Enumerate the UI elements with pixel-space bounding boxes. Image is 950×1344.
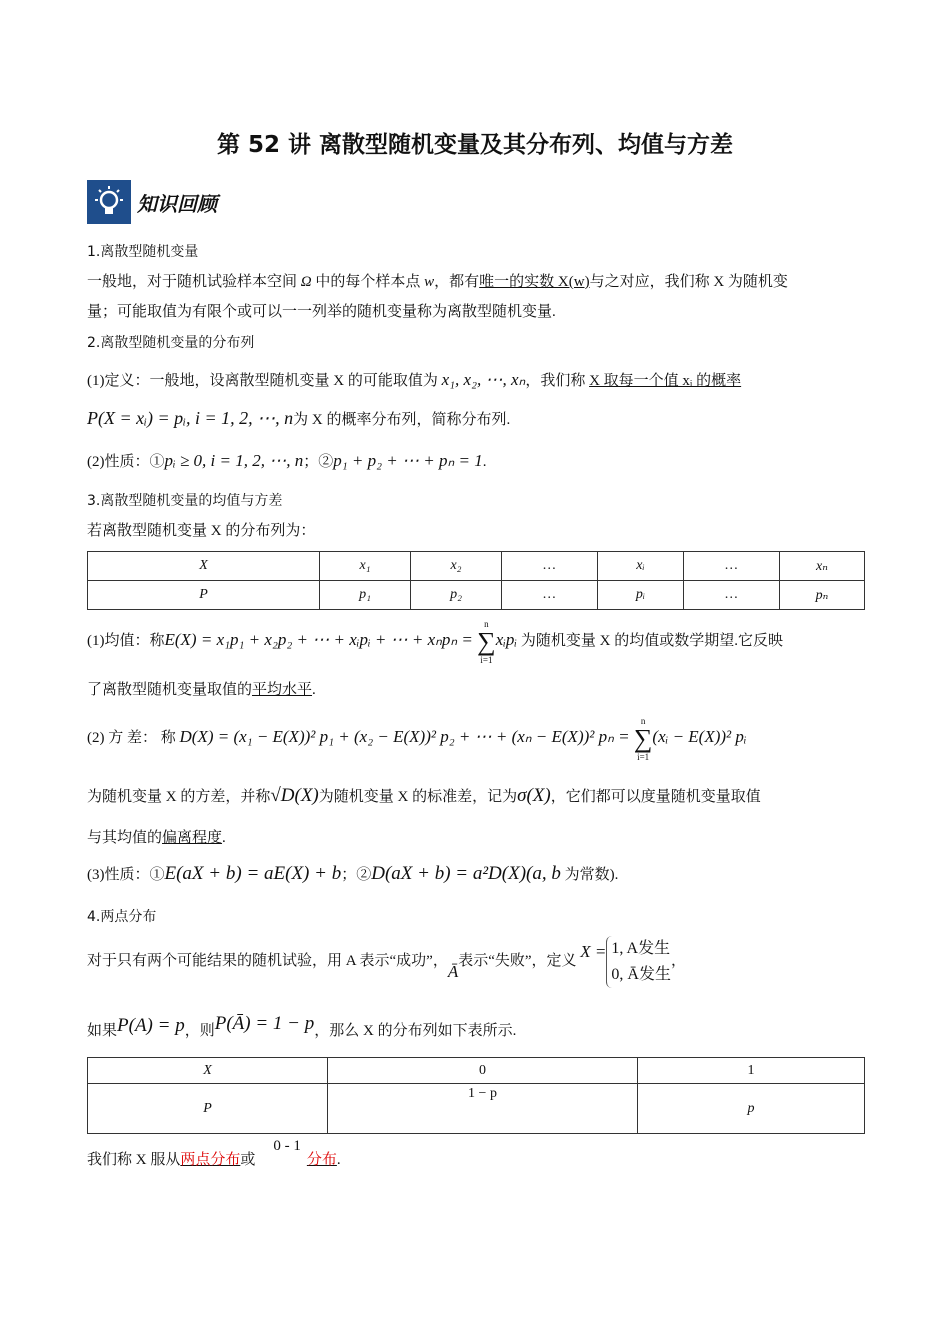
text: Ω [300, 274, 312, 290]
text: 为 X 的概率分布列，简称分布列. [293, 412, 511, 428]
text: 为随机变量 X 的标准差，记为 [318, 789, 518, 805]
table-row [88, 1058, 865, 1084]
formula: pᵢ ≥ 0, i = 1, 2, ⋯, n [164, 451, 304, 470]
table-cell: p [638, 1084, 865, 1134]
text: 为随机变量 X 的均值或数学期望.它反映 [517, 633, 783, 649]
table-cell: p₁ [320, 581, 411, 610]
underlined-term: 分布 [306, 1152, 337, 1168]
mean-line-2 [87, 680, 316, 700]
two-point-table [87, 1057, 865, 1134]
text: 与其均值的 [87, 830, 163, 846]
two-point-line-1 [87, 932, 686, 989]
two-point-line-3 [87, 1138, 341, 1170]
table-cell: X [88, 1058, 328, 1084]
text: ；② [341, 867, 372, 883]
lightbulb-icon [87, 180, 131, 224]
text: (1)均值：称 [87, 633, 165, 649]
formula: (a, b [526, 863, 561, 884]
text: ，我们称 [525, 373, 590, 389]
text: (3)性质：① [87, 867, 165, 883]
definition-line-2 [87, 408, 510, 430]
sum-symbol: ∑ [477, 626, 496, 656]
table-cell: x₂ [411, 552, 502, 581]
text: . [336, 1152, 341, 1168]
table-cell: xₙ [780, 552, 865, 581]
text: ，它们都可以度量随机变量取值 [550, 789, 761, 805]
text: 与之对应，我们称 X 为随机变 [589, 274, 788, 290]
heading-1: 1.离散型随机变量 [87, 244, 199, 260]
formula: E(aX + b) = aE(X) + b [164, 863, 342, 884]
text: 了离散型随机变量取值的 [87, 682, 253, 698]
summation [477, 619, 496, 665]
table-cell: pₙ [780, 581, 865, 610]
table-cell: … [502, 581, 598, 610]
text: (2) 方 差： 称 [87, 730, 180, 746]
table-cell: P [88, 581, 320, 610]
sum-symbol: ∑ [633, 723, 653, 753]
property-line [87, 451, 486, 472]
table-cell: xᵢ [598, 552, 684, 581]
table-cell: … [684, 581, 780, 610]
formula: P(X = xᵢ) = pᵢ, i = 1, 2, ⋯, n [87, 408, 294, 428]
text: ，都有 [434, 274, 480, 290]
underlined-text: 唯一的实数 X(w) [479, 274, 590, 290]
text: . [312, 682, 316, 698]
heading-3: 3.离散型随机变量的均值与方差 [87, 493, 283, 509]
text: 为常数). [560, 867, 619, 883]
table-cell: 0 [328, 1058, 638, 1084]
table-row [88, 1084, 865, 1134]
text: ，则 [184, 1023, 215, 1039]
text: 或 [240, 1152, 256, 1168]
table-cell: pᵢ [598, 581, 684, 610]
table-cell: … [502, 552, 598, 581]
variance-line [87, 715, 747, 762]
text: 为随机变量 X 的方差，并称 [87, 789, 271, 805]
summation [634, 716, 653, 762]
text: 我们称 X 服从 [87, 1152, 181, 1168]
variance-line-3 [87, 828, 226, 848]
underlined-term: 两点分布 [180, 1152, 241, 1168]
table-cell: X [88, 552, 320, 581]
formula: σ(X) [517, 785, 551, 806]
heading-2: 2.离散型随机变量的分布列 [87, 335, 255, 351]
formula: D(X) = (x₁ − E(X))² p₁ + (x₂ − E(X))² p₂ + ⋯ + (xₙ − E(X))² pₙ = [179, 727, 634, 746]
formula: x₁, x₂, ⋯, xₙ [441, 370, 526, 389]
text: (1)定义：一般地，设离散型随机变量 X 的可能取值为 [87, 373, 442, 389]
banner-label: 知识回顾 [137, 191, 217, 216]
definition-line-1 [87, 370, 741, 391]
page-title: 第 52 讲 离散型随机变量及其分布列、均值与方差 [216, 132, 734, 158]
formula: √D(X) [270, 785, 319, 806]
table-row [88, 581, 865, 610]
two-point-line-2 [87, 1013, 517, 1045]
piecewise-definition [606, 936, 671, 988]
text: n [640, 715, 646, 726]
para-1-line-2: 量；可能取值为有限个或可以一一列举的随机变量称为离散型随机变量. [87, 304, 556, 320]
text: i=1 [637, 751, 650, 762]
table-cell: … [684, 552, 780, 581]
text: 1, A发生 [611, 939, 671, 957]
formula: E(X) = x₁p₁ + x₂p₂ + ⋯ + xᵢpᵢ + ⋯ + xₙpₙ = [164, 630, 478, 649]
text: w [424, 274, 435, 290]
formula: P(A) = p [117, 1015, 185, 1036]
table-intro: 若离散型随机变量 X 的分布列为： [87, 523, 316, 539]
underlined-text: 偏离程度 [162, 830, 223, 846]
table-cell: 1 [638, 1058, 865, 1084]
underlined-text: 平均水平 [252, 682, 313, 698]
variance-line-2 [87, 786, 761, 807]
formula: P(Ā) = 1 − p [214, 1013, 315, 1034]
heading-4: 4.两点分布 [87, 909, 157, 925]
table-cell: x₁ [320, 552, 411, 581]
para-1-line-1 [87, 272, 788, 292]
text: 对于只有两个可能结果的随机试验，用 A 表示“成功”， [87, 953, 448, 969]
underlined-text: X 取每一个值 xᵢ 的概率 [589, 373, 742, 389]
formula: Ā [447, 962, 459, 981]
text: 0, Ā发生 [611, 965, 671, 983]
formula: (xᵢ − E(X))² pᵢ [652, 727, 747, 746]
mean-line [87, 618, 783, 665]
text: 表示“失败”，定义 [458, 953, 581, 969]
text: i=1 [480, 654, 493, 665]
formula: xᵢpᵢ [495, 630, 518, 649]
text: 一般地，对于随机试验样本空间 [87, 274, 301, 290]
formula: p₁ + p₂ + ⋯ + pₙ = 1 [333, 451, 483, 470]
table-cell: p₂ [411, 581, 502, 610]
text: ；② [303, 454, 334, 470]
table-row [88, 552, 865, 581]
formula: X = [580, 942, 607, 961]
section-banner [87, 180, 217, 224]
text: (2)性质：① [87, 454, 165, 470]
text: 中的每个样本点 [311, 274, 425, 290]
formula: D(aX + b) = a²D(X) [371, 863, 527, 884]
text: 如果 [87, 1023, 118, 1039]
distribution-table [87, 551, 865, 610]
table-cell: P [88, 1084, 328, 1134]
text: . [222, 830, 226, 846]
table-cell: 1 − p [328, 1084, 638, 1134]
text: . [482, 454, 487, 470]
properties-line [87, 864, 618, 885]
text: n [484, 618, 489, 629]
text: ，那么 X 的分布列如下表所示. [314, 1023, 517, 1039]
text: ， [670, 953, 686, 969]
text: 0 - 1 [273, 1138, 301, 1154]
